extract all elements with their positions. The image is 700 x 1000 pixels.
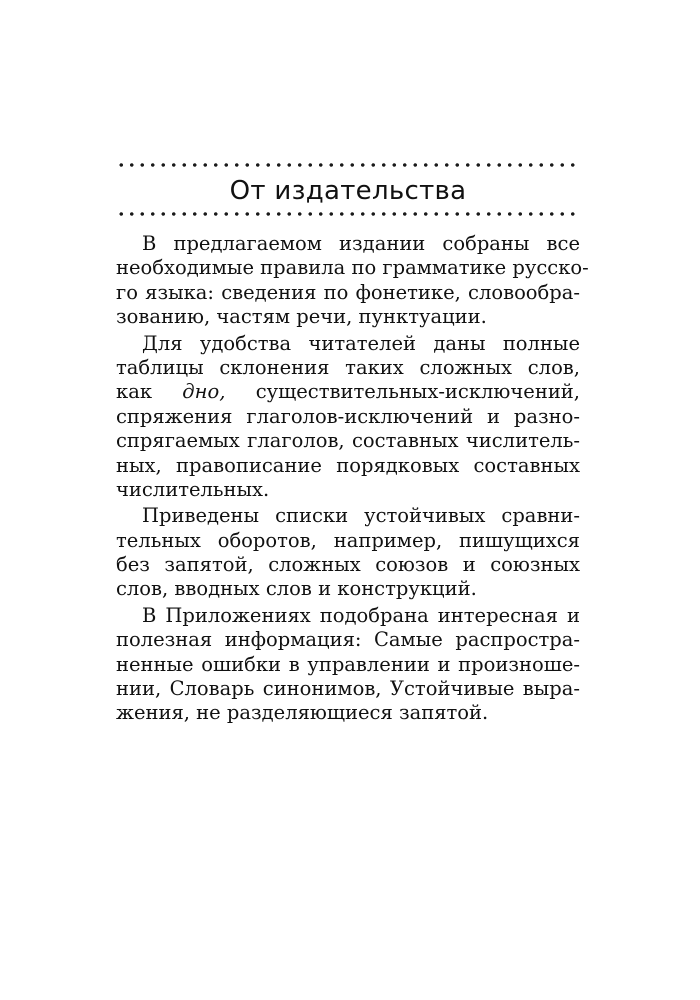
text-line: таблицы склонения таких сложных слов, bbox=[116, 355, 580, 379]
section-heading: От издательства bbox=[229, 176, 467, 206]
dotted-rule-bottom bbox=[116, 211, 580, 217]
text-line: тельных оборотов, например, пишущихся bbox=[116, 528, 580, 552]
italic-word: дно, bbox=[182, 380, 226, 404]
body-text bbox=[116, 232, 589, 728]
text-line: числительных. bbox=[116, 477, 270, 501]
text-line: го языка: сведения по фонетике, словообра- bbox=[116, 280, 580, 304]
text-line: полезная информация: Самые распростра- bbox=[116, 628, 580, 652]
paragraph-3 bbox=[116, 504, 580, 602]
paragraph-4 bbox=[116, 604, 580, 726]
text-line: ных, правописание порядковых составных bbox=[116, 453, 580, 477]
text-line: без запятой, сложных союзов и союзных bbox=[116, 553, 580, 577]
text-line: нии, Словарь синонимов, Устойчивые выра- bbox=[116, 677, 580, 701]
text-word: как bbox=[116, 380, 153, 404]
text-line: Для удобства читателей даны полные bbox=[142, 331, 580, 355]
text-line: В предлагаемом издании собраны все bbox=[142, 232, 580, 255]
text-line: слов, вводных слов и конструкций. bbox=[116, 577, 477, 601]
text-line: необходимые правила по грамматике русско- bbox=[116, 256, 589, 280]
text-segment: существительных-исключений, bbox=[255, 380, 581, 404]
text-line: ненные ошибки в управлении и произноше- bbox=[116, 652, 580, 676]
text-line: В Приложениях подобрана интересная и bbox=[142, 603, 580, 627]
paragraph-1 bbox=[116, 232, 589, 330]
text-line: жения, не разделяющиеся запятой. bbox=[116, 701, 489, 725]
text-line: спряжения глаголов-исключений и разно- bbox=[116, 404, 580, 428]
text-line: зованию, частям речи, пунктуации. bbox=[116, 305, 487, 329]
dotted-rule-top bbox=[116, 162, 580, 168]
text-line: Приведены списки устойчивых сравни- bbox=[142, 504, 580, 528]
paragraph-2 bbox=[116, 332, 580, 503]
text-line: спрягаемых глаголов, составных числитель- bbox=[116, 429, 580, 453]
text-line bbox=[116, 380, 580, 404]
